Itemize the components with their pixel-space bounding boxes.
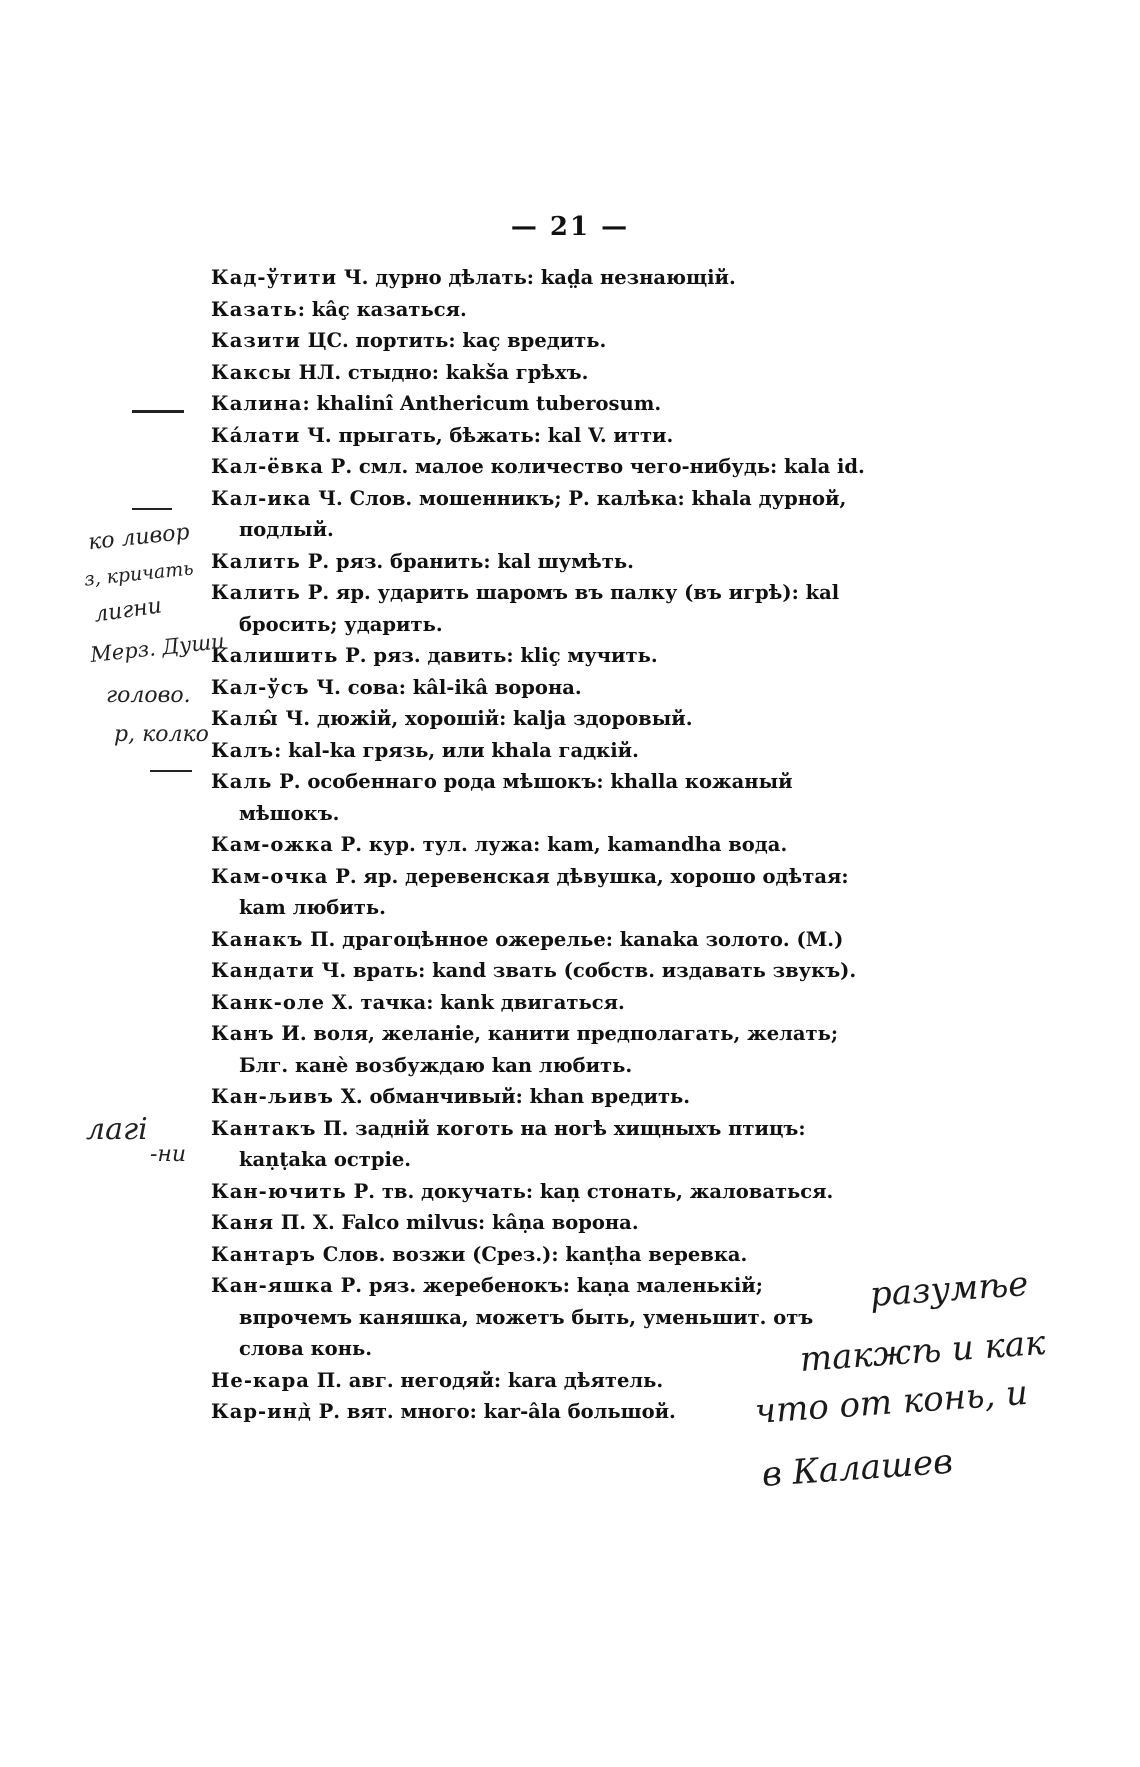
dictionary-entry: [211, 640, 871, 672]
entry-headword: Кар-инд̀: [211, 1400, 312, 1423]
entry-headword: Кам-ожка: [211, 833, 334, 856]
entry-headword: Канакъ: [211, 927, 304, 951]
dictionary-entry: [211, 546, 871, 578]
dictionary-entry: [211, 294, 871, 326]
margin-note-5: голово.: [106, 683, 191, 708]
handwritten-note-2: такжѣ и как: [798, 1322, 1047, 1380]
dictionary-entry: [211, 483, 871, 546]
margin-dash-2: [132, 508, 172, 510]
entry-definition: И. воля, желаніе, канити предполагать, желать; Блг. канѐ возбуждаю kan любить.: [239, 1022, 839, 1077]
entry-headword: Калить: [211, 549, 301, 573]
entry-definition: Р. ряз. жеребенокъ: kaṇa маленькій; впрочемъ каняшка, можетъ быть, уменьшит. отъ слова конь.: [239, 1274, 814, 1360]
entry-headword: Канъ: [211, 1022, 275, 1045]
handwritten-note-1: разумѣе: [868, 1263, 1030, 1315]
dictionary-entry: [211, 262, 871, 294]
margin-dash-1: [132, 410, 184, 413]
dictionary-entry: [211, 703, 871, 735]
entry-headword: Кан-яшка: [211, 1274, 334, 1297]
handwritten-note-3: что от конь, и: [753, 1372, 1030, 1432]
entry-definition: Ч. врать: kand звать (собств. издавать звукъ).: [314, 959, 857, 982]
entry-headword: Кал-ика: [211, 486, 312, 510]
dictionary-entry: [211, 766, 871, 829]
entry-definition: Ч. прыгать, бѣжать: kal V. итти.: [300, 423, 674, 447]
dictionary-entry: [211, 1018, 871, 1081]
entry-definition: Р. смл. малое количество чего-нибудь: kala id.: [323, 455, 865, 478]
entry-headword: Канк-оле: [211, 990, 325, 1014]
entry-definition: П. авг. негодяй: kara дѣятель.: [309, 1368, 664, 1392]
entry-headword: Калы̂: [211, 707, 279, 730]
dictionary-entries: [211, 262, 871, 1428]
entry-definition: ЦС. портить: kaç вредить.: [300, 329, 607, 352]
entry-headword: Калишить: [211, 644, 339, 667]
entry-definition: П. драгоцѣнное ожерелье: kanaka золото. (М.): [303, 927, 844, 951]
entry-definition: : khalinî Anthericum tuberosum.: [302, 392, 662, 415]
entry-headword: Каня: [211, 1211, 275, 1234]
margin-note-1: ко ливор: [86, 519, 191, 556]
entry-definition: Ч. дюжій, хорошій: kalja здоровый.: [278, 707, 693, 730]
entry-definition: Р. особеннаго рода мѣшокъ: khalla кожаный мѣшокъ.: [239, 770, 793, 825]
entry-headword: Кан-ючить: [211, 1179, 347, 1203]
entry-headword: Кал-ёвка: [211, 455, 324, 478]
entry-definition: Р. тв. докучать: kaṇ стонать, жаловаться.: [346, 1179, 834, 1203]
dictionary-entry: [211, 577, 871, 640]
entry-headword: Каксы: [211, 360, 292, 384]
entry-headword: Кандати: [211, 959, 315, 982]
entry-headword: Кад-ўтити: [211, 266, 338, 289]
entry-headword: Калить: [211, 581, 301, 604]
entry-headword: Ка́лати: [211, 423, 301, 447]
entry-headword: Кам-очка: [211, 864, 329, 888]
entry-headword: Кантаръ: [211, 1242, 316, 1266]
entry-definition: Ч. сова: kâl-ikâ ворона.: [309, 675, 582, 699]
entry-headword: Казать: [211, 297, 298, 321]
entry-definition: Ч. дурно дѣлать: kad̤a незнающій.: [337, 266, 736, 289]
entry-definition: Р. яр. деревенская дѣвушка, хорошо одѣтая: kam любить.: [239, 864, 849, 919]
entry-definition: Р. ряз. бранить: kal шумѣть.: [300, 549, 634, 573]
dictionary-entry: [211, 451, 871, 483]
dictionary-entry: [211, 955, 871, 987]
entry-definition: Р. ряз. давить: kliç мучить.: [338, 644, 658, 667]
dictionary-entry: [211, 1239, 871, 1271]
dictionary-entry: [211, 388, 871, 420]
entry-definition: Р. кур. тул. лужа: kam, kamandha вода.: [333, 833, 788, 856]
margin-note-2: з, кричать: [83, 557, 195, 591]
dictionary-entry: [211, 1176, 871, 1208]
dictionary-entry: [211, 1081, 871, 1113]
margin-note-6: р, колко: [114, 722, 209, 747]
entry-definition: Р. яр. ударить шаромъ въ палку (въ игрѣ): kal бросить; ударить.: [239, 581, 840, 636]
entry-definition: Ч. Слов. мошенникъ; Р. калѣка: khala дурной, подлый.: [239, 486, 847, 541]
entry-headword: Кал-ўсъ: [211, 675, 310, 699]
dictionary-entry: [211, 357, 871, 389]
entry-definition: Слов. возжи (Срез.): kanṭha веревка.: [315, 1242, 748, 1266]
dictionary-entry: [211, 672, 871, 704]
entry-headword: Калъ: [211, 738, 275, 762]
dictionary-entry: [211, 987, 871, 1019]
dictionary-entry: [211, 1207, 871, 1239]
handwritten-note-4: в Калашев: [760, 1441, 955, 1495]
dictionary-entry: [211, 1113, 871, 1176]
entry-definition: : kal-ka грязь, или khala гадкій.: [274, 738, 639, 762]
entry-definition: Х. обманчивый: khan вредить.: [333, 1085, 691, 1108]
dictionary-entry: [211, 829, 871, 861]
margin-note-7: лагі: [86, 1112, 148, 1147]
entry-definition: Р. вят. много: kar-âla большой.: [311, 1400, 676, 1423]
entry-headword: Калина: [211, 392, 303, 415]
dictionary-entry: [211, 861, 871, 924]
margin-note-4: Мерз. Души: [89, 629, 226, 667]
entry-headword: Кантакъ: [211, 1116, 317, 1140]
entry-definition: : kâç казаться.: [297, 297, 467, 321]
dictionary-entry: [211, 924, 871, 956]
dictionary-entry: [211, 420, 871, 452]
margin-note-3: лигни: [92, 593, 164, 628]
dictionary-entry: [211, 1270, 871, 1365]
dictionary-entry: [211, 735, 871, 767]
entry-headword: Кан-љивъ: [211, 1085, 334, 1108]
entry-definition: Х. тачка: kank двигаться.: [324, 990, 625, 1014]
entry-definition: П. Х. Falco milvus: kâṇa ворона.: [274, 1211, 639, 1234]
entry-definition: П. задній коготь на ногѣ хищныхъ птицъ: kaṇṭaka остріе.: [239, 1116, 806, 1171]
entry-headword: Каль: [211, 770, 273, 793]
margin-note-8: -ни: [150, 1142, 187, 1167]
page-number: — 21 —: [510, 212, 630, 242]
dictionary-entry: [211, 325, 871, 357]
margin-dash-3: [150, 770, 192, 772]
entry-headword: Казити: [211, 329, 301, 352]
entry-definition: НЛ. стыдно: kakša грѣхъ.: [291, 360, 589, 384]
entry-headword: Не-кара: [211, 1368, 310, 1392]
